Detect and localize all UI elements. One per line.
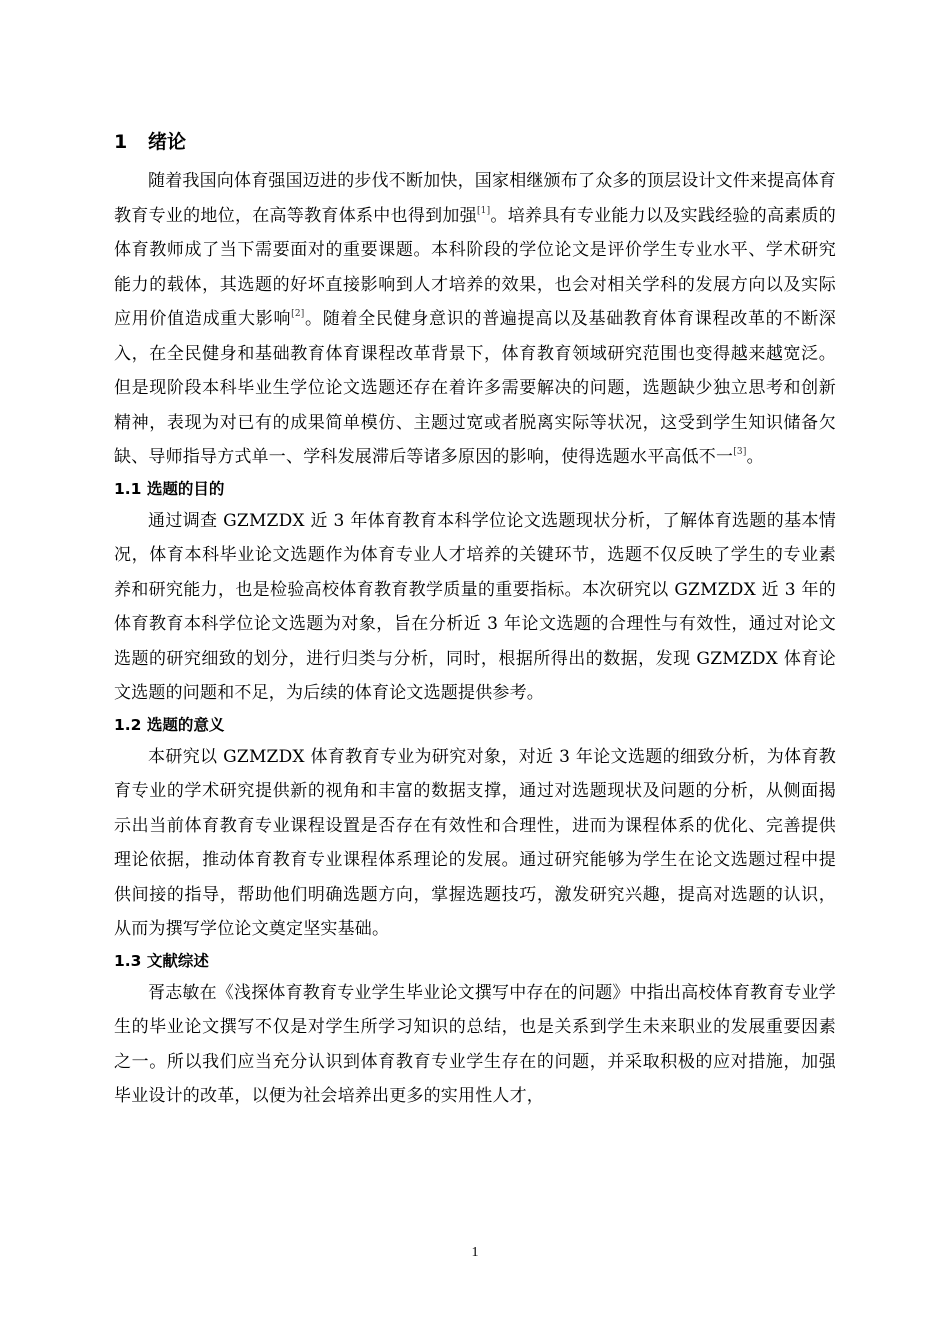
- citation-2[interactable]: [2]: [291, 309, 305, 319]
- chapter-title: 绪论: [148, 131, 187, 153]
- citation-3[interactable]: [3]: [733, 447, 747, 457]
- page-number: 1: [471, 1245, 479, 1260]
- chapter-heading: [114, 124, 836, 160]
- section-heading-literature: 1.3 文献综述: [114, 951, 209, 970]
- intro-text-3: 。随着全民健身意识的普遍提高以及基础教育体育课程改革的不断深入，在全民健身和基础教育体育课程改革背景下，体育教育领域研究范围也变得越来越宽泛。但是现阶段本科毕业生学位论文选题还存在着许多需要解决的问题，选题缺少独立思考和创新精神，表现为对已有的成果简单模仿、主题过宽或者脱离实际等状况，这受到学生知识储备欠缺、导师指导方式单一、学科发展滞后等诸多原因的影响，使得选题水平高低不一: [114, 309, 837, 467]
- intro-text-2: 。培养具有专业能力以及实践经验的高素质的体育教师成了当下需要面对的重要课题。本科阶段的学位论文是评价学生专业水平、学术研究能力的载体，其选题的好坏直接影响到人才培养的效果，也会对相关学科的发展方向以及实际应用价值造成重大影响: [114, 205, 837, 329]
- intro-paragraph: [114, 164, 836, 475]
- chapter-number: 1: [114, 131, 128, 153]
- intro-text-4: 。: [746, 447, 764, 467]
- page-body: [114, 124, 836, 1114]
- section-paragraph-significance: 本研究以 GZMZDX 体育教育专业为研究对象，对近 3 年论文选题的细致分析，为体育教育专业的学术研究提供新的视角和丰富的数据支撑，通过对选题现状及问题的分析，从侧面揭示出当前体育教育专业课程设置是否存在有效性和合理性，进而为课程体系的优化、完善提供理论依据，推动体育教育专业课程体系理论的发展。通过研究能够为学生在论文选题过程中提供间接的指导，帮助他们明确选题方向，掌握选题技巧，激发研究兴趣，提高对选题的认识，从而为撰写学位论文奠定坚实基础。: [114, 746, 836, 939]
- section-paragraph-literature: 胥志敏在《浅探体育教育专业学生毕业论文撰写中存在的问题》中指出高校体育教育专业学生的毕业论文撰写不仅是对学生所学习知识的总结，也是关系到学生未来职业的发展重要因素之一。所以我们应当充分认识到体育教育专业学生存在的问题，并采取积极的应对措施，加强毕业设计的改革，以便为社会培养出更多的实用性人才，: [114, 982, 836, 1106]
- section-heading-significance: 1.2 选题的意义: [114, 715, 225, 734]
- section-paragraph-purpose: 通过调查 GZMZDX 近 3 年体育教育本科学位论文选题现状分析，了解体育选题的基本情况，体育本科毕业论文选题作为体育专业人才培养的关键环节，选题不仅反映了学生的专业素养和研究能力，也是检验高校体育教育教学质量的重要指标。本次研究以 GZMZDX 近 3 年的体育教育本科学位论文选题为对象，旨在分析近 3 年论文选题的合理性与有效性，通过对论文选题的研究细致的划分，进行归类与分析，同时，根据所得出的数据，发现 GZMZDX 体育论文选题的问题和不足，为后续的体育论文选题提供参考。: [114, 510, 836, 703]
- intro-text-1: 随着我国向体育强国迈进的步伐不断加快，国家相继颁布了众多的顶层设计文件来提高体育教育专业的地位，在高等教育体系中也得到加强: [114, 171, 836, 226]
- section-heading-purpose: 1.1 选题的目的: [114, 479, 225, 498]
- citation-1[interactable]: [1]: [476, 205, 491, 216]
